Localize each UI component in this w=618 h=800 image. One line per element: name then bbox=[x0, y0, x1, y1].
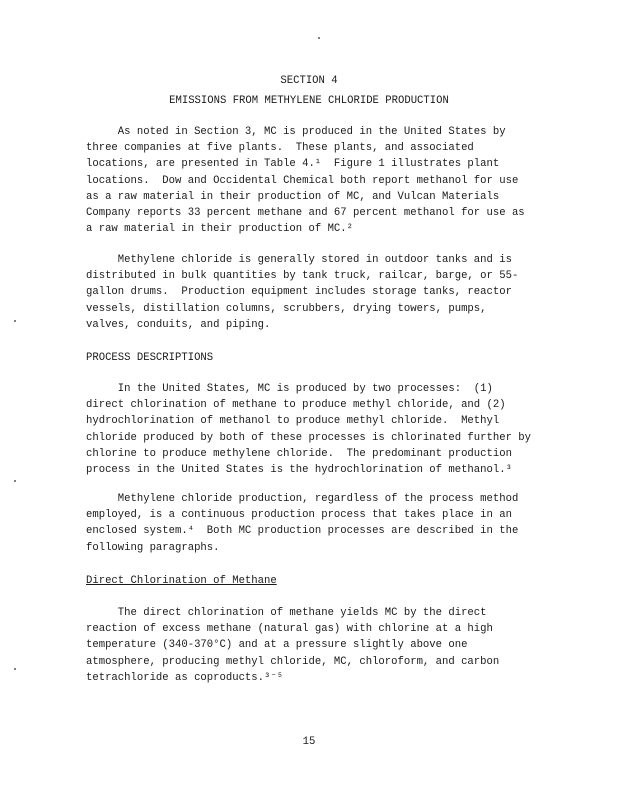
paragraph-2 bbox=[86, 252, 556, 333]
paragraph-line: enclosed system.⁴ Both MC production processes are described in the bbox=[86, 525, 519, 538]
section-title: SECTION 4 bbox=[280, 75, 338, 87]
paragraph-line: following paragraphs. bbox=[86, 541, 220, 554]
subheading-process-descriptions: PROCESS DESCRIPTIONS bbox=[86, 352, 214, 364]
paragraph-line: as a raw material in their production of MC, and Vulcan Materials bbox=[86, 190, 500, 203]
paragraph-1 bbox=[86, 124, 556, 237]
paragraph-line: chloride produced by both of these processes is chlorinated further by bbox=[86, 431, 532, 444]
paragraph-line: three companies at five plants. These plants, and associated bbox=[86, 142, 474, 155]
paragraph-line: Methylene chloride production, regardless of the process method bbox=[86, 493, 519, 505]
paragraph-line: tetrachloride as coproducts.³⁻⁵ bbox=[86, 671, 284, 684]
paragraph-line: employed, is a continuous production process that takes place in an bbox=[86, 509, 512, 522]
paragraph-line: Methylene chloride is generally stored in outdoor tanks and is bbox=[86, 254, 512, 266]
paragraph-line: a raw material in their production of MC.² bbox=[86, 223, 354, 236]
paragraph-line: vessels, distillation columns, scrubbers, drying towers, pumps, bbox=[86, 302, 487, 315]
paragraph-line: valves, conduits, and piping. bbox=[86, 318, 271, 331]
scan-speck bbox=[14, 480, 16, 482]
paragraph-line: chlorine to produce methylene chloride. The predominant production bbox=[86, 447, 512, 460]
scan-speck bbox=[14, 320, 16, 322]
paragraph-line: hydrochlorination of methanol to produce methyl chloride. Methyl bbox=[86, 415, 500, 428]
paragraph-line: distributed in bulk quantities by tank truck, railcar, barge, or 55- bbox=[86, 270, 519, 283]
paragraph-line: reaction of excess methane (natural gas) with chlorine at a high bbox=[86, 623, 493, 636]
paragraph-line: temperature (340-370°C) and at a pressure slightly above one bbox=[86, 639, 468, 652]
paragraph-line: In the United States, MC is produced by two processes: (1) bbox=[86, 383, 493, 395]
paragraph-line: As noted in Section 3, MC is produced in the United States by bbox=[86, 126, 506, 138]
paragraph-line: The direct chlorination of methane yields MC by the direct bbox=[86, 607, 487, 619]
scan-speck bbox=[14, 668, 16, 670]
paragraph-4 bbox=[86, 491, 556, 556]
paragraph-line: Company reports 33 percent methane and 67 percent methanol for use as bbox=[86, 207, 525, 220]
paragraph-line: direct chlorination of methane to produce methyl chloride, and (2) bbox=[86, 399, 506, 412]
paragraph-line: gallon drums. Production equipment includes storage tanks, reactor bbox=[86, 286, 512, 299]
scan-speck bbox=[318, 37, 320, 39]
subheading-direct-chlorination: Direct Chlorination of Methane bbox=[86, 575, 277, 587]
paragraph-5 bbox=[86, 605, 556, 686]
paragraph-3 bbox=[86, 381, 556, 478]
paragraph-line: locations. Dow and Occidental Chemical both report methanol for use bbox=[86, 174, 519, 187]
page-number: 15 bbox=[302, 736, 316, 748]
paragraph-line: atmosphere, producing methyl chloride, MC, chloroform, and carbon bbox=[86, 655, 500, 668]
paragraph-line: locations, are presented in Table 4.¹ Figure 1 illustrates plant bbox=[86, 158, 500, 171]
section-subtitle: EMISSIONS FROM METHYLENE CHLORIDE PRODUCTION bbox=[169, 95, 449, 107]
paragraph-line: process in the United States is the hydrochlorination of methanol.³ bbox=[86, 464, 512, 477]
